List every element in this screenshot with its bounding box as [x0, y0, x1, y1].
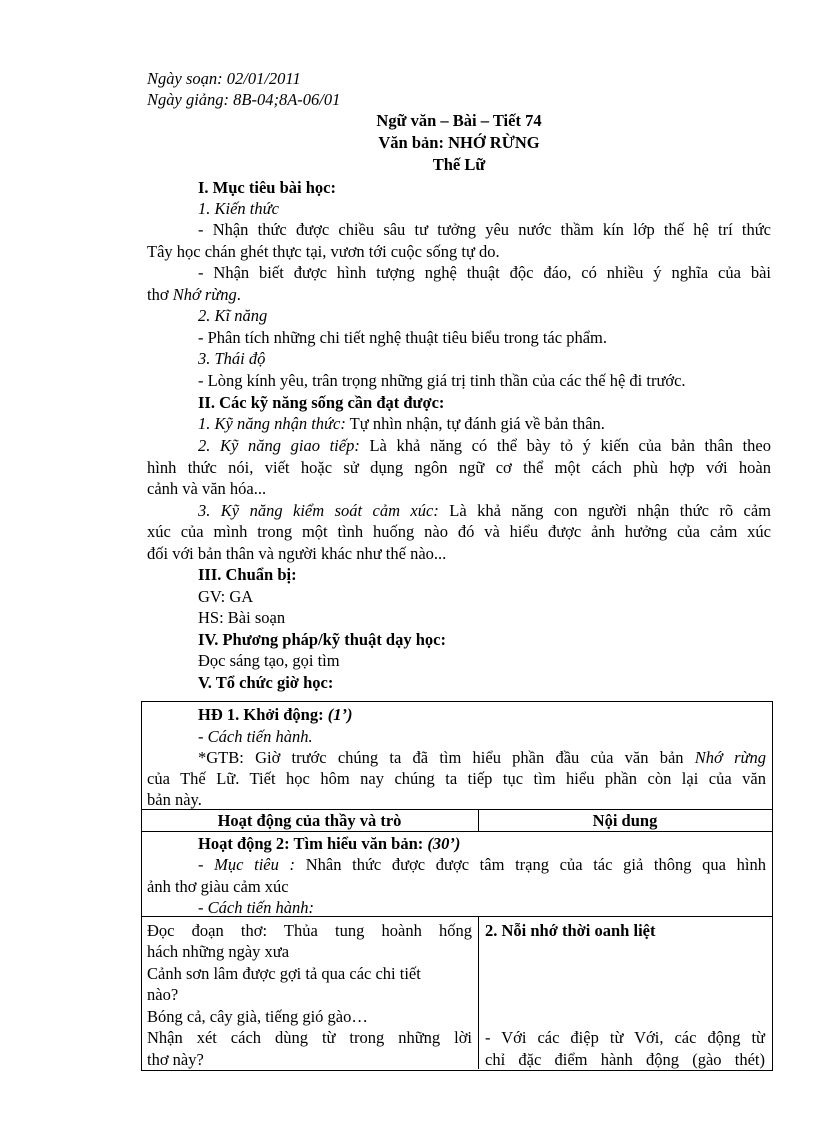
hd2-muctieu-a	[198, 854, 766, 875]
kien-thuc-p2b	[147, 284, 241, 305]
poem-title: Nhớ rừng	[172, 285, 237, 304]
hd1-gtb-poem: Nhớ rừng	[694, 748, 766, 767]
kien-thuc-p1b: Tây học chán ghét thực tại, vươn tới cuộc sống tự do.	[147, 242, 500, 261]
hd1-cach: - Cách tiến hành.	[198, 727, 313, 746]
left-row-1: Đọc đoạn thơ: Thủa tung hoành hống	[147, 921, 472, 940]
section-5-heading: V. Tổ chức giờ học:	[198, 673, 334, 692]
hd1-gtb-a	[198, 747, 766, 768]
p2b-pre: thơ	[147, 285, 173, 304]
section-1-heading: I. Mục tiêu bài học:	[198, 178, 336, 197]
hd1-gtb-c: bản này.	[147, 790, 202, 809]
phuong-phap-text: Đọc sáng tạo, gọi tìm	[198, 651, 340, 670]
kien-thuc-p1a: - Nhận thức được chiều sâu tư tưởng yêu nước thầm kín lớp thế hệ trí thức	[198, 220, 771, 239]
hd1-gtb-a-text: *GTB: Giờ trước chúng ta đã tìm hiểu phần đầu của văn bản	[198, 748, 695, 767]
p2b-post: .	[236, 285, 241, 304]
right-row-2: chỉ đặc điểm hành động (gào thét)	[485, 1050, 765, 1069]
ky-nang-3c: đối với bản thân và người khác như thế nào...	[147, 544, 447, 563]
title-line-1: Ngữ văn – Bài – Tiết 74	[376, 111, 542, 130]
ky-nang-1	[198, 413, 605, 434]
ki-nang-heading: 2. Kĩ năng	[198, 306, 268, 325]
hd2-muctieu-b: ảnh thơ giàu cảm xúc	[147, 877, 289, 896]
left-row-6: Nhận xét cách dùng từ trong những lời	[147, 1028, 472, 1047]
chuan-bi-hs: HS: Bài soạn	[198, 608, 286, 627]
thai-do-heading: 3. Thái độ	[198, 349, 266, 368]
col-header-right: Nội dung	[592, 811, 658, 830]
hd1-title-text: HĐ 1. Khởi động:	[198, 705, 328, 724]
left-row-2: hách những ngày xưa	[147, 942, 290, 961]
ky-nang-3-text: Là khả năng con người nhận thức rõ cảm	[438, 501, 771, 520]
left-row-7: thơ này?	[147, 1050, 204, 1069]
ky-nang-2a	[198, 435, 771, 456]
ky-nang-3a	[198, 500, 771, 521]
section-2-heading: II. Các kỹ năng sống cần đạt được:	[198, 393, 445, 412]
hd1-gtb-b: của Thế Lữ. Tiết học hôm nay chúng ta tiếp tục tìm hiểu phần còn lại của văn	[147, 769, 766, 788]
hd1-time: (1’)	[327, 705, 353, 724]
ky-nang-1-label: 1. Kỹ năng nhận thức:	[198, 414, 346, 433]
col-header-left: Hoạt động của thầy và trò	[217, 811, 402, 830]
ngay-soan: Ngày soạn: 02/01/2011	[147, 69, 301, 88]
hd2-time: (30’)	[427, 834, 461, 853]
title-line-2: Văn bản: NHỚ RỪNG	[378, 133, 540, 152]
kien-thuc-p2a: - Nhận biết được hình tượng nghệ thuật độc đáo, có nhiều ý nghĩa của bài	[198, 263, 771, 282]
title-line-3: Thế Lữ	[432, 155, 486, 174]
ki-nang-p1: - Phân tích những chi tiết nghệ thuật tiêu biểu trong tác phẩm.	[198, 328, 607, 347]
left-row-3: Cảnh sơn lâm được gợi tả qua các chi tiết	[147, 964, 421, 983]
ky-nang-3b: xúc của mình trong một tình huống nào đó và hiểu được ảnh hưởng của cảm xúc	[147, 522, 771, 541]
left-row-4: nào?	[147, 985, 179, 1004]
ky-nang-3-label: 3. Kỹ năng kiểm soát cảm xúc:	[198, 501, 439, 520]
hd2-muctieu-label: - Mục tiêu :	[198, 855, 296, 874]
ky-nang-2c: cảnh và văn hóa...	[147, 479, 267, 498]
hd1-title	[198, 704, 352, 725]
ky-nang-2-text: Là khả năng có thể bày tỏ ý kiến của bản thân theo	[359, 436, 771, 455]
ky-nang-2-label: 2. Kỹ năng giao tiếp:	[198, 436, 360, 455]
hd2-muctieu-text: Nhân thức được được tâm trạng của tác giả thông qua hình	[295, 855, 766, 874]
left-row-5: Bóng cả, cây già, tiếng gió gào…	[147, 1007, 368, 1026]
hd2-title	[198, 833, 460, 854]
ky-nang-2b: hình thức nói, viết hoặc sử dụng ngôn ngữ cơ thể một cách phù hợp với hoàn	[147, 458, 771, 477]
table-col-divider-body	[478, 916, 479, 1069]
hd2-cach: - Cách tiến hành:	[198, 898, 314, 917]
ky-nang-1-text: Tự nhìn nhận, tự đánh giá về bản thân.	[345, 414, 605, 433]
section-3-heading: III. Chuẩn bị:	[198, 565, 297, 584]
section-4-heading: IV. Phương pháp/kỹ thuật dạy học:	[198, 630, 446, 649]
table-rule-2	[141, 831, 772, 832]
hd2-title-text: Hoạt động 2: Tìm hiểu văn bản:	[198, 834, 428, 853]
kien-thuc-heading: 1. Kiến thức	[198, 199, 279, 218]
thai-do-p1: - Lòng kính yêu, trân trọng những giá trị tinh thần của các thế hệ đi trước.	[198, 371, 686, 390]
right-row-1: - Với các điệp từ Với, các động từ	[485, 1028, 765, 1047]
right-heading: 2. Nỗi nhớ thời oanh liệt	[485, 921, 656, 940]
ngay-giang: Ngày giảng: 8B-04;8A-06/01	[147, 90, 341, 109]
chuan-bi-gv: GV: GA	[198, 587, 254, 606]
